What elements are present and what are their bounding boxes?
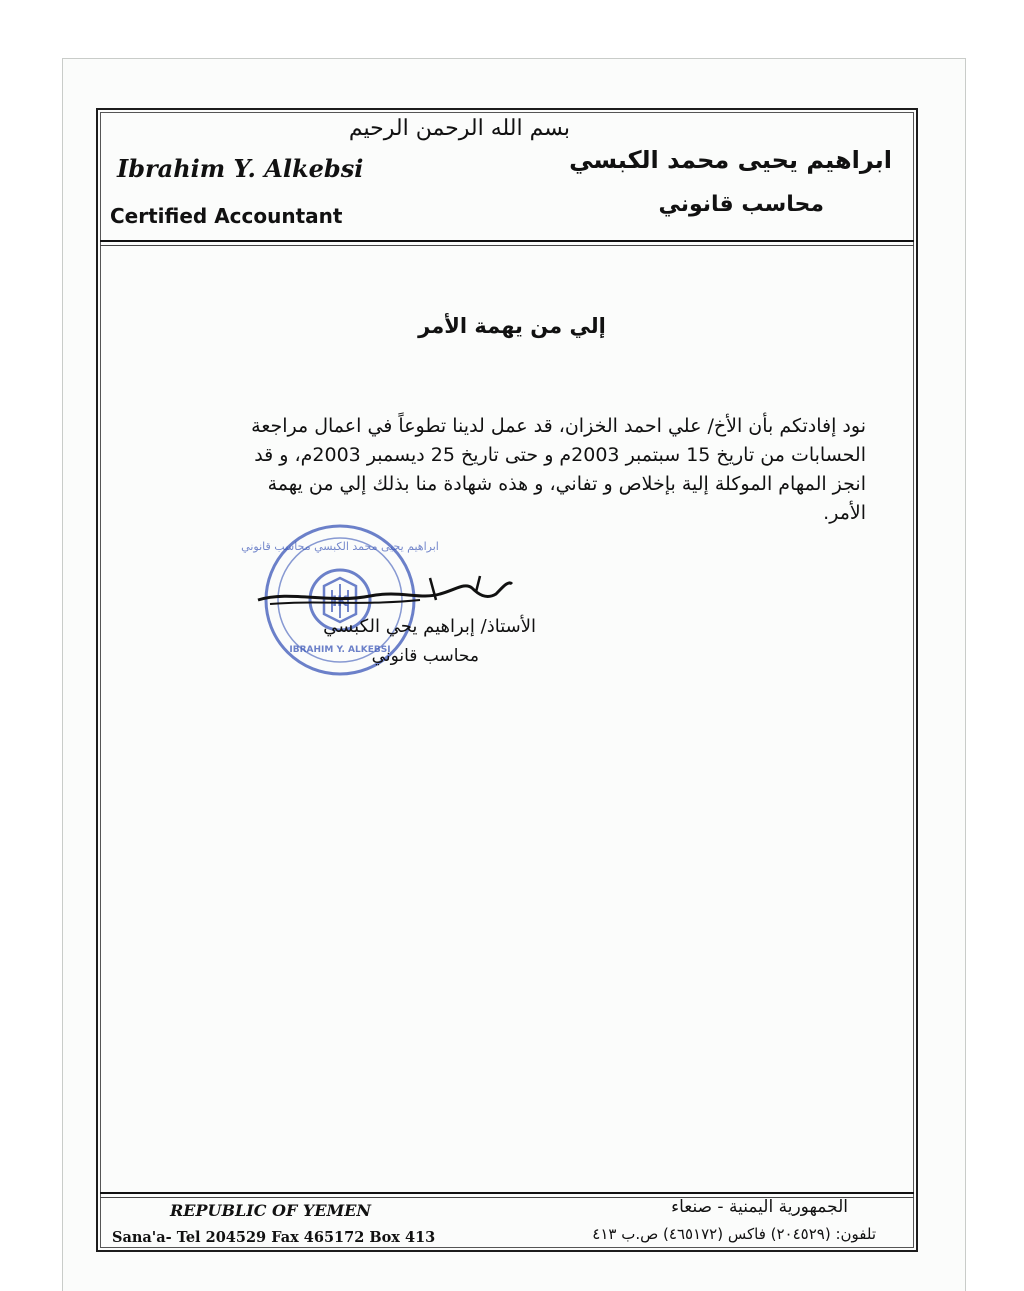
- footer-divider: [100, 1192, 914, 1194]
- handwritten-signature: [250, 570, 530, 620]
- footer-country-ar: الجمهورية اليمنية - صنعاء: [671, 1197, 848, 1217]
- header-divider: [100, 240, 914, 242]
- letterhead-name-ar: ابراهيم يحيى محمد الكبسي: [569, 146, 892, 174]
- bismillah-calligraphy: بسم الله الرحمن الرحيم: [348, 116, 570, 141]
- footer-contact-en: Sana'a- Tel 204529 Fax 465172 Box 413: [112, 1229, 436, 1246]
- stamp-monogram: IK: [331, 594, 349, 610]
- stamp-text-en: IBRAHIM Y. ALKEBSI: [289, 645, 391, 655]
- letterhead-title-en: Certified Accountant: [110, 204, 343, 228]
- footer-contact-ar: تلفون: (٢٠٤٥٢٩) فاكس (٤٦٥١٧٢) ص.ب ٤١٣: [592, 1225, 876, 1243]
- signatory-name: الأستاذ/ إبراهيم يحي الكبسي: [323, 616, 536, 637]
- header-divider-thin: [100, 245, 914, 246]
- letter-body: نود إفادتكم بأن الأخ/ علي احمد الخزان، قد عمل لدينا تطوعاً في اعمال مراجعة الحسابات من تاريخ 15 سبتمبر 2003م و حتى تاريخ 25 ديسمبر 2003م، و قد انجز المهام الموكلة إلية بإخلاص و تفاني، و هذه شهادة منا بذلك إلي من يهمة الأمر.: [251, 415, 866, 524]
- footer-country-en: REPUBLIC OF YEMEN: [170, 1201, 372, 1220]
- letter-subject: إلي من يهمة الأمر: [418, 314, 606, 338]
- letterhead-name-en: Ibrahim Y. Alkebsi: [117, 154, 364, 183]
- stamp-text-ar: ابراهيم يحيى محمد الكبسي محاسب قانوني: [241, 540, 439, 553]
- signatory-title: محاسب قانوني: [371, 646, 479, 666]
- letterhead-title-ar: محاسب قانوني: [658, 192, 824, 217]
- page-border-inner: [100, 112, 914, 1248]
